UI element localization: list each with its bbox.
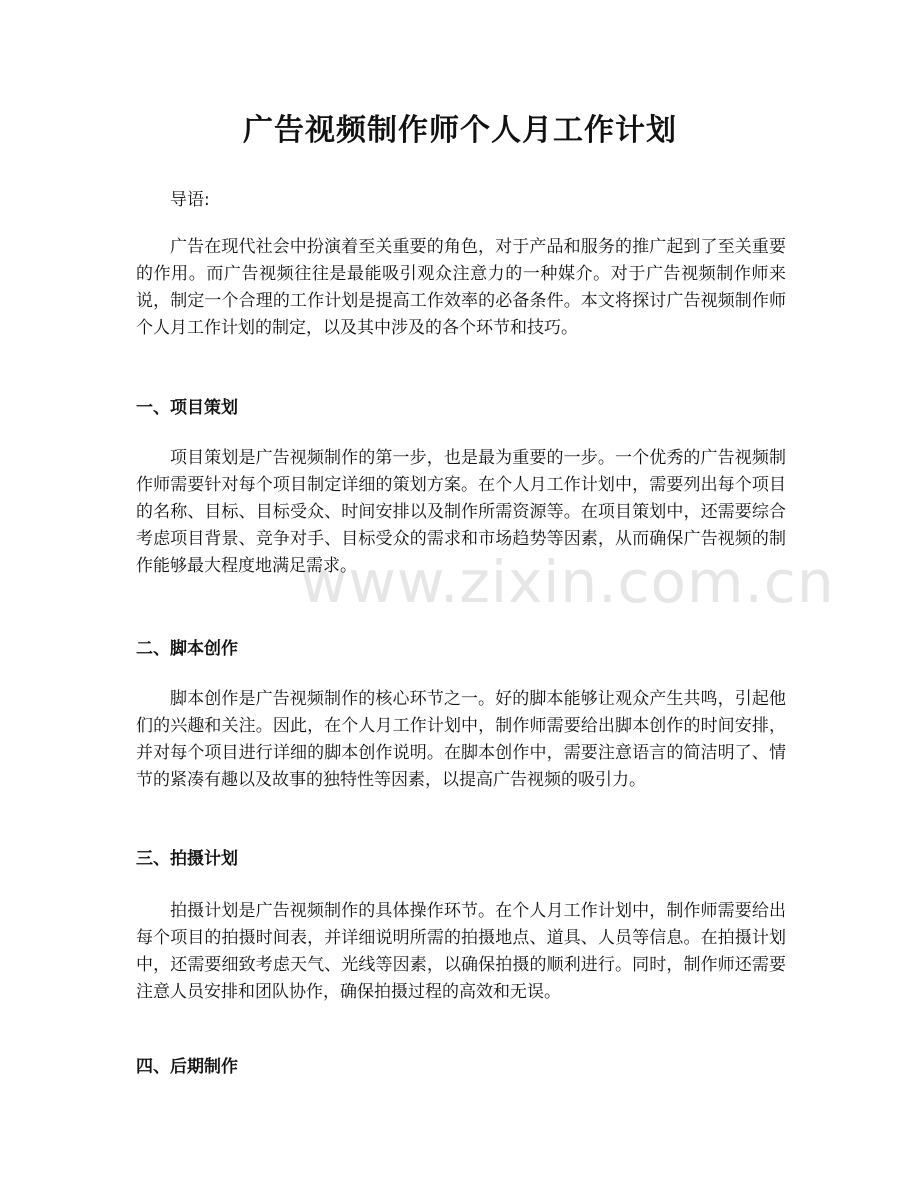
section-heading-shooting: 三、拍摄计划 bbox=[136, 849, 238, 869]
section-body-planning: 项目策划是广告视频制作的第一步，也是最为重要的一步。一个优秀的广告视频制作师需要针对每个项目制定详细的策划方案。在个人月工作计划中，需要列出每个项目的名称、目标、目标受众、时间安排以及制作所需资源等。在项目策划中，还需要综合考虑项目背景、竞争对手、目标受众的需求和市场趋势等因素，从而确保广告视频的制作能够最大程度地满足需求。 bbox=[136, 448, 786, 576]
section-heading-post-production: 四、后期制作 bbox=[136, 1057, 238, 1077]
section-body-shooting: 拍摄计划是广告视频制作的具体操作环节。在个人月工作计划中，制作师需要给出每个项目的拍摄时间表，并详细说明所需的拍摄地点、道具、人员等信息。在拍摄计划中，还需要细致考虑天气、光线等因素，以确保拍摄的顺利进行。同时，制作师还需要注意人员安排和团队协作，确保拍摄过程的高效和无误。 bbox=[136, 901, 786, 1002]
lead-label: 导语: bbox=[170, 190, 210, 210]
section-heading-planning: 一、项目策划 bbox=[136, 398, 238, 418]
document-title: 广告视频制作师个人月工作计划 bbox=[243, 113, 677, 148]
intro-paragraph: 广告在现代社会中扮演着至关重要的角色，对于产品和服务的推广起到了至关重要的作用。而广告视频往往是最能吸引观众注意力的一种媒介。对于广告视频制作师来说，制定一个合理的工作计划是提高工作效率的必备条件。本文将探讨广告视频制作师个人月工作计划的制定，以及其中涉及的各个环节和技巧。 bbox=[136, 237, 786, 338]
watermark: www.zixin.com.cn bbox=[300, 548, 835, 616]
section-heading-script: 二、脚本创作 bbox=[136, 639, 238, 659]
section-body-script: 脚本创作是广告视频制作的核心环节之一。好的脚本能够让观众产生共鸣，引起他们的兴趣和关注。因此，在个人月工作计划中，制作师需要给出脚本创作的时间安排，并对每个项目进行详细的脚本创作说明。在脚本创作中，需要注意语言的简洁明了、情节的紧凑有趣以及故事的独特性等因素，以提高广告视频的吸引力。 bbox=[136, 689, 786, 790]
